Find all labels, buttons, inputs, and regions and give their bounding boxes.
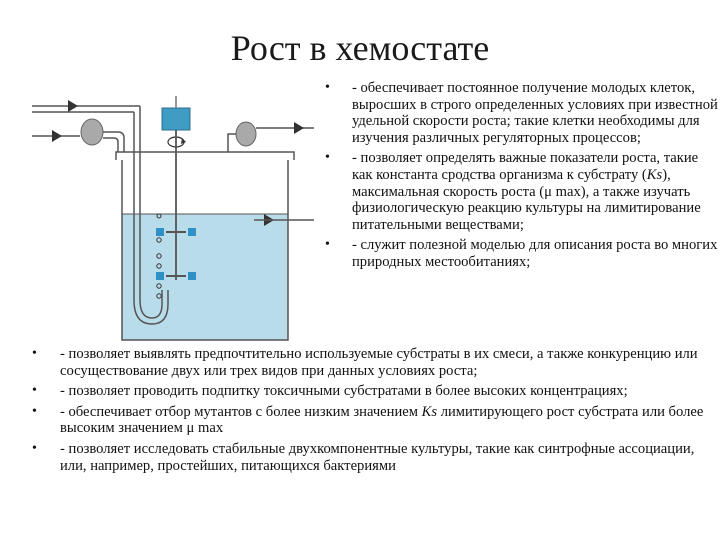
vessel-lid xyxy=(116,152,294,160)
impeller-upper xyxy=(156,228,164,236)
list-item xyxy=(32,346,712,379)
bullet-icon: • xyxy=(32,383,37,399)
chemostat-diagram xyxy=(28,90,328,360)
stirrer-motor-icon xyxy=(162,108,190,130)
list-item xyxy=(325,80,720,146)
list-item-text: - обеспечивает постоянное получение молодых клеток, выросших в строго определенных условиях при известной удельной скорости роста; такие клетки необходимы для изучения различных регуляторных процессов; xyxy=(352,80,718,146)
right-bullet-list xyxy=(325,80,720,275)
list-item xyxy=(32,383,712,400)
bullet-icon: • xyxy=(325,150,330,166)
culture-liquid xyxy=(122,214,288,340)
list-item-text: - позволяет исследовать стабильные двухкомпонентные культуры, такие как синтрофные ассоциации, или, например, простейших, питающихся бактериями xyxy=(60,440,695,474)
list-item xyxy=(325,150,720,233)
list-item-text: - служит полезной моделью для описания роста во многих природных местообитаниях; xyxy=(352,237,718,270)
outlet-arrow-icon xyxy=(294,122,304,134)
full-bullet-list xyxy=(32,346,712,478)
list-item xyxy=(32,441,712,474)
bullet-icon: • xyxy=(32,346,37,361)
pump-icon xyxy=(81,119,103,145)
inlet-arrow-icon xyxy=(68,100,78,112)
list-item xyxy=(32,404,712,437)
impeller-lower xyxy=(156,272,164,280)
list-item xyxy=(325,237,720,270)
list-item-text: - позволяет определять важные показатели роста, такие как константа сродства организма к субстрату (Ks), максимальная скорость роста (μ max), а также изучать физиологическую реакцию культуры на лимитирование питательными веществами; xyxy=(352,150,701,233)
list-item-text: - позволяет выявлять предпочтительно используемые субстраты в их смеси, а также конкуренцию или сосуществование двух или трех видов при данных условиях роста; xyxy=(60,346,698,379)
list-item-text: - позволяет проводить подпитку токсичными субстратами в более высоких концентрациях; xyxy=(60,383,628,400)
bullet-icon: • xyxy=(32,440,37,456)
bullet-icon: • xyxy=(32,403,37,419)
page-title: Рост в хемостате xyxy=(230,28,490,68)
bullet-icon: • xyxy=(325,80,330,95)
outlet-pump-icon xyxy=(236,122,256,146)
pump-arrow-icon xyxy=(52,130,62,142)
bullet-icon: • xyxy=(325,237,330,253)
list-item-text: - обеспечивает отбор мутантов с более низким значением Ks лимитирующего рост субстрата или более высоким значением μ max xyxy=(60,403,704,437)
